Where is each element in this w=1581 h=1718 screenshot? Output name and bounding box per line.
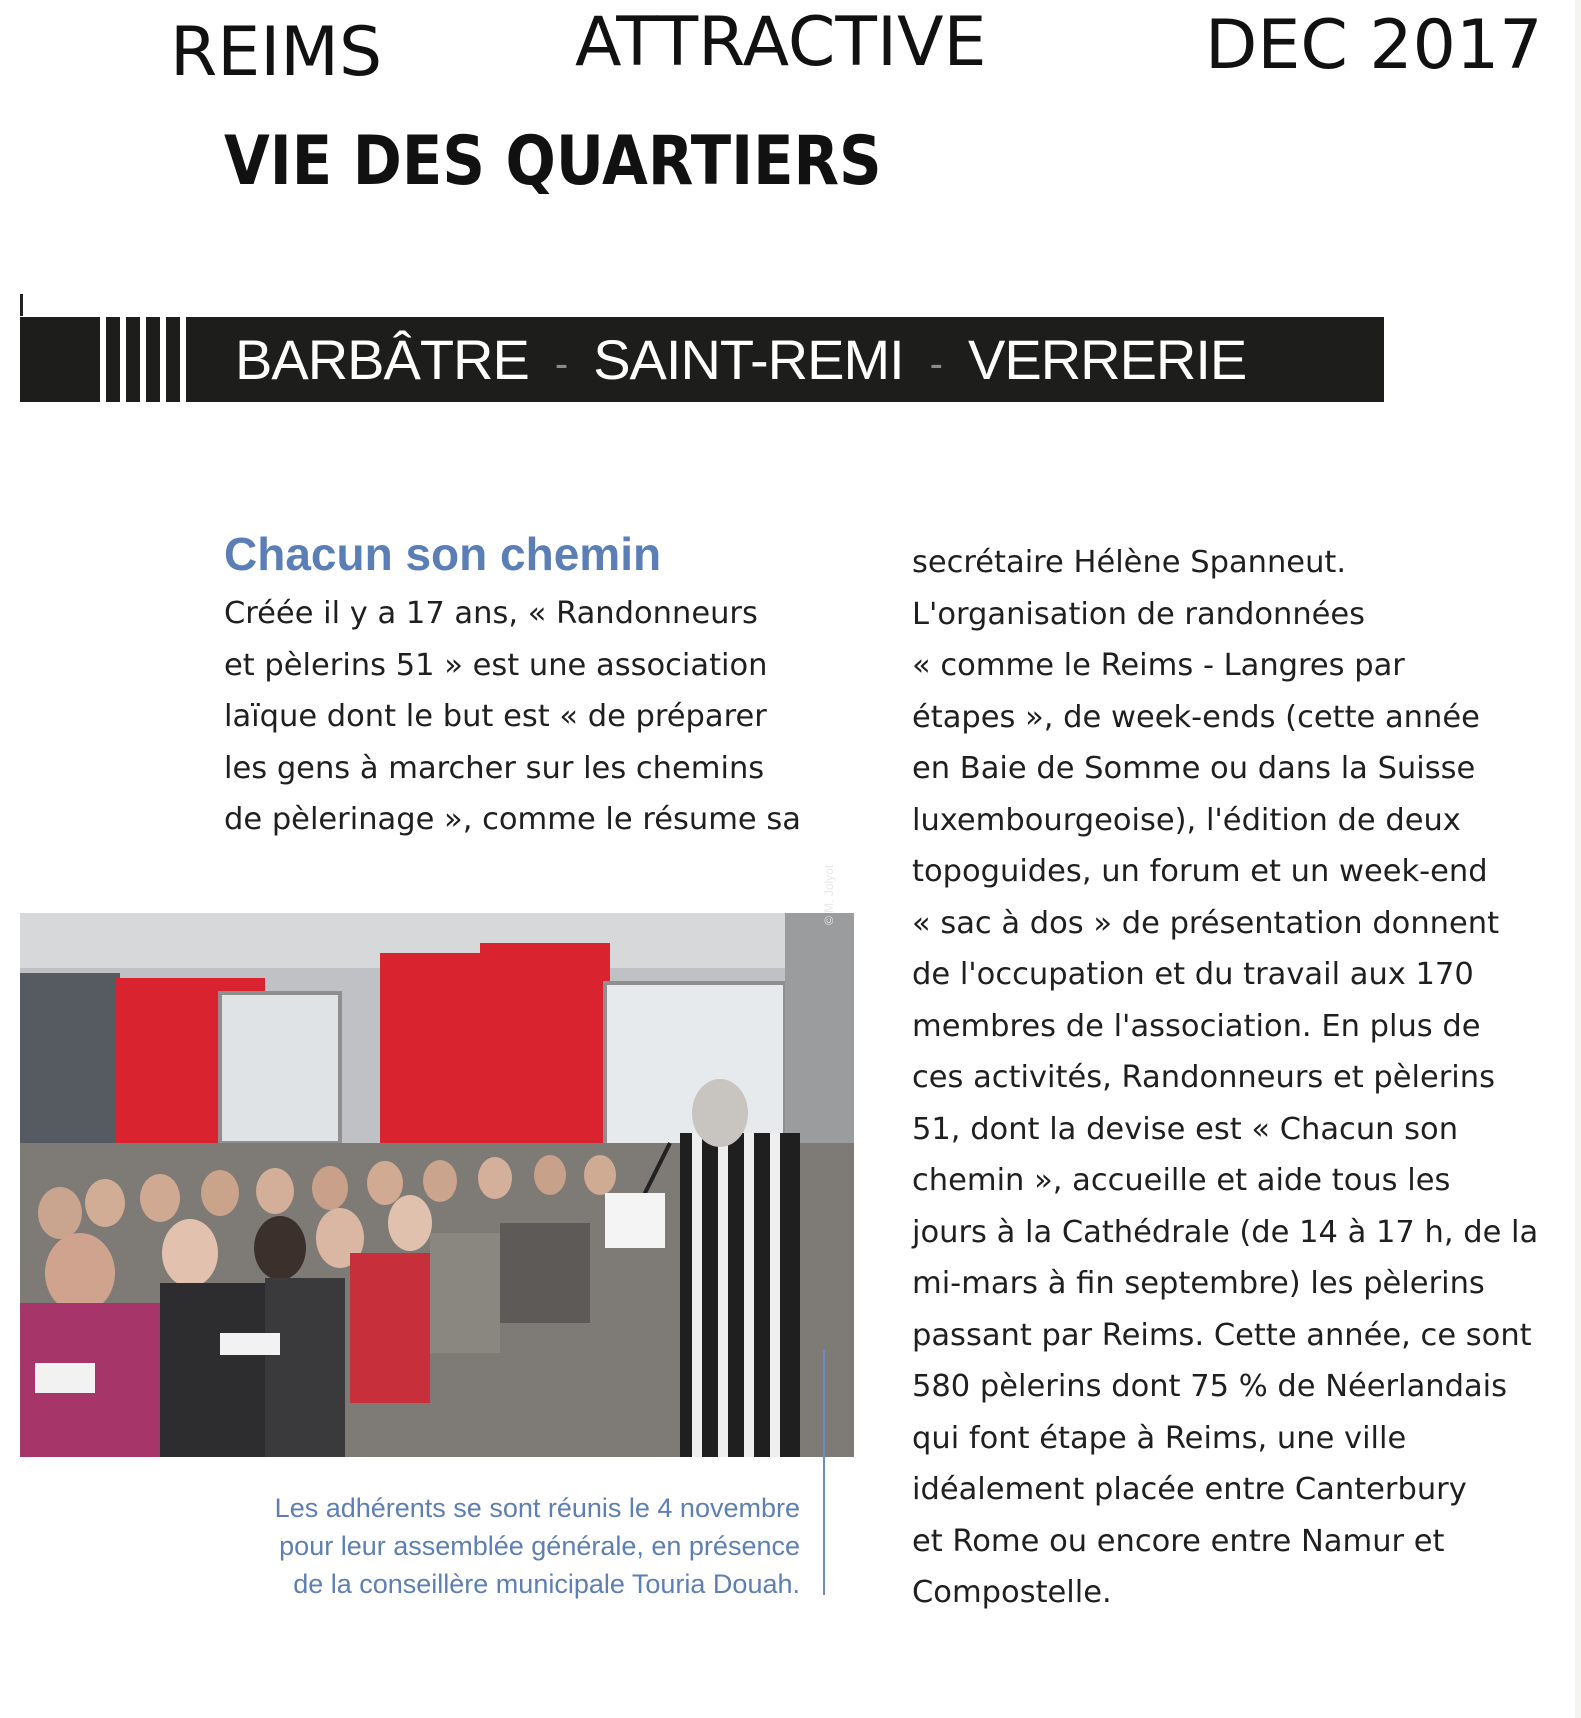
article-line: et pèlerins 51 » est une association — [224, 647, 768, 683]
photo-illustration — [20, 913, 854, 1457]
scan-edge — [1575, 0, 1581, 1718]
caption-line: de la conseillère municipale Touria Douah. — [293, 1569, 800, 1599]
article-line: mi-mars à fin septembre) les pèlerins — [912, 1266, 1485, 1301]
article-title: Chacun son chemin — [224, 528, 662, 580]
district-verrerie: VERRERIE — [967, 328, 1247, 391]
article-line: L'organisation de randonnées — [912, 596, 1366, 632]
article-line: en Baie de Somme ou dans la Suisse — [912, 751, 1476, 786]
district-saint-remi: SAINT-REMI — [593, 328, 904, 391]
article-line: 51, dont la devise est « Chacun son — [912, 1111, 1459, 1147]
district-barbatre: BARBÂTRE — [235, 328, 529, 391]
article-line: secrétaire Hélène Spanneut. — [912, 545, 1347, 580]
caption-line: pour leur assemblée générale, en présence — [279, 1531, 800, 1561]
handwritten-city: REIMS — [170, 13, 383, 92]
article-line: de pèlerinage », comme le résume sa — [224, 802, 801, 837]
handwritten-date: DEC 2017 — [1205, 6, 1543, 85]
district-separator: - — [554, 341, 568, 386]
article-line: les gens à marcher sur les chemins — [224, 750, 765, 786]
article-line: 580 pèlerins dont 75 % de Néerlandais — [912, 1369, 1508, 1404]
article-line: de l'occupation et du travail aux 170 — [912, 957, 1474, 992]
caption-rule — [823, 1350, 825, 1595]
article-line: ces activités, Randonneurs et pèlerins — [912, 1060, 1495, 1095]
caption-line: Les adhérents se sont réunis le 4 novembre — [274, 1493, 800, 1523]
article-line: « sac à dos » de présentation donnent — [912, 905, 1500, 941]
article-line: Compostelle. — [912, 1575, 1112, 1610]
banner-districts — [235, 317, 1246, 402]
article-line: luxembourgeoise), l'édition de deux — [912, 802, 1461, 838]
handwritten-magazine: ATTRACTIVE — [575, 3, 987, 82]
meeting-photo — [20, 913, 854, 1457]
article-left-column — [224, 588, 814, 846]
article-line: étapes », de week-ends (cette année — [912, 699, 1480, 735]
article-line: « comme le Reims - Langres par — [912, 648, 1405, 683]
article-line: chemin », accueille et aide tous les — [912, 1163, 1451, 1198]
section-title: VIE DES QUARTIERS — [224, 122, 882, 201]
article-line: qui font étape à Reims, une ville — [912, 1420, 1407, 1456]
handwritten-note — [170, 0, 1570, 105]
article-line: jours à la Cathédrale (de 14 à 17 h, de la — [912, 1214, 1539, 1250]
article-right-column — [912, 537, 1542, 1619]
article-line: Créée il y a 17 ans, « Randonneurs — [224, 596, 758, 631]
banner-tick — [20, 294, 23, 316]
article-line: passant par Reims. Cette année, ce sont — [912, 1317, 1532, 1353]
article-line: idéalement placée entre Canterbury — [912, 1472, 1467, 1507]
district-banner — [20, 317, 1384, 402]
photo-caption — [190, 1489, 800, 1603]
district-separator: - — [929, 341, 942, 386]
article-line: topoguides, un forum et un week-end — [912, 854, 1488, 889]
article-line: et Rome ou encore entre Namur et — [912, 1523, 1445, 1559]
article-line: laïque dont le but est « de préparer — [224, 699, 767, 734]
photo-credit: © M. Jolyot — [822, 864, 836, 925]
article-line: membres de l'association. En plus de — [912, 1008, 1481, 1044]
banner-stripes-decoration — [100, 317, 200, 402]
